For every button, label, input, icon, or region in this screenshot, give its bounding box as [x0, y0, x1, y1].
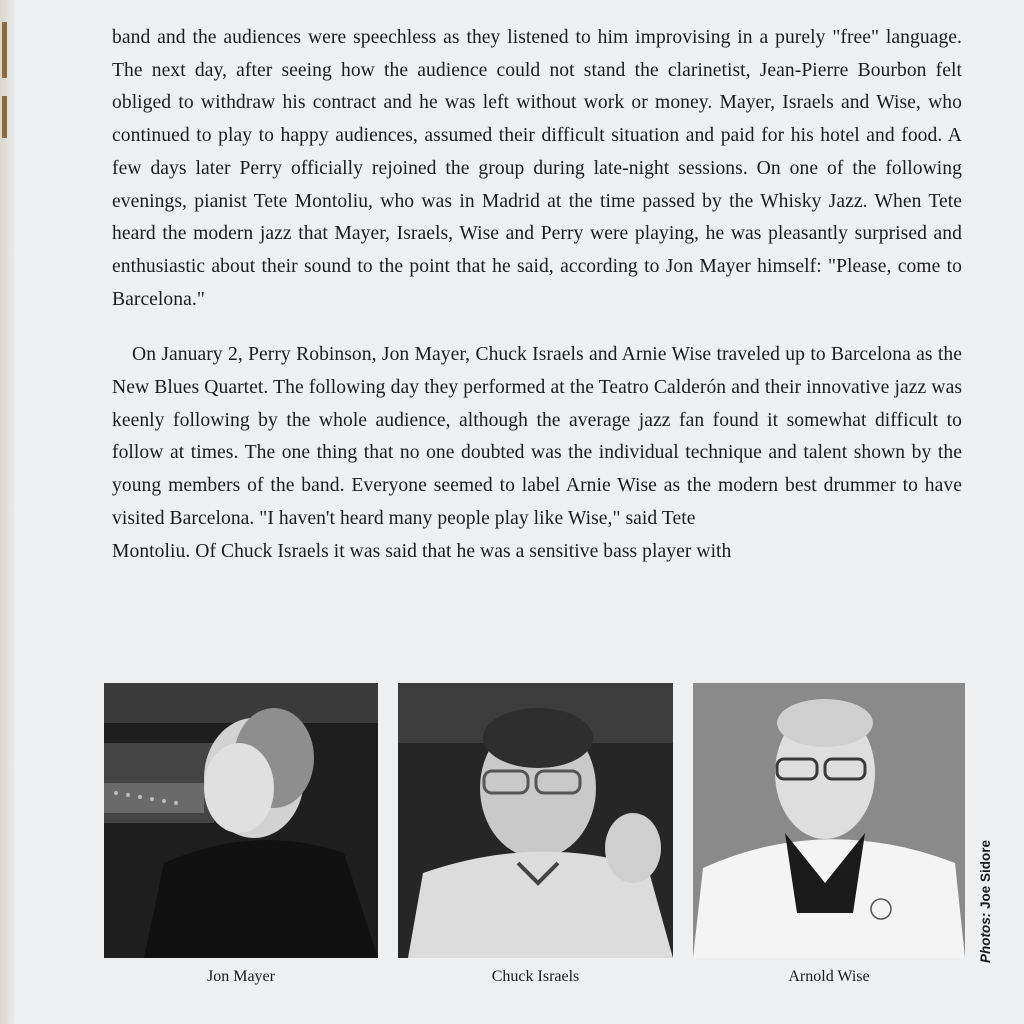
paragraph-1: band and the audiences were speechless as they listened to him improvising in a purely "free" language. The next day, after seeing how the audience could not stand the clarinetist, Jean-Pierre Bourbon felt obliged to withdraw his contract and he was left without work or money. Mayer, Israels and Wise, who continued to play to happy audiences, assumed their difficult situation and paid for his hotel and food. A few days later Perry officially rejoined the group during late-night sessions. On one of the following evenings, pianist Tete Montoliu, who was in Madrid at the time passed by the Whisky Jazz. When Tete heard the modern jazz that Mayer, Israels, Wise and Perry were playing, he was pleasantly surprised and enthusiastic about their sound to the point that he said, according to Jon Mayer himself: "Please, come to Barcelona."	[112, 27, 962, 310]
edge-mark	[2, 22, 7, 78]
photo-jon-mayer	[104, 683, 378, 958]
portrait-image	[398, 683, 673, 958]
paragraph-2	[112, 339, 962, 568]
portrait-image	[693, 683, 965, 958]
article-text	[112, 22, 962, 568]
portrait-image	[104, 683, 378, 958]
photo-credit	[978, 840, 993, 963]
caption-jon-mayer: Jon Mayer	[207, 968, 275, 985]
caption-chuck-israels: Chuck Israels	[491, 968, 580, 985]
credit-label: Photos:	[978, 912, 993, 963]
photo-chuck-israels	[398, 683, 673, 958]
edge-mark	[2, 96, 7, 138]
credit-name: Joe Sidore	[978, 839, 993, 909]
page-edge	[0, 0, 14, 1024]
photo-arnold-wise	[693, 683, 965, 958]
caption-arnold-wise: Arnold Wise	[788, 968, 870, 985]
paragraph-2-last-line: Montoliu. Of Chuck Israels it was said that he was a sensitive bass player with	[112, 540, 732, 562]
paragraph-2-body: On January 2, Perry Robinson, Jon Mayer, Chuck Israels and Arnie Wise traveled up to Barcelona as the New Blues Quartet. The following day they performed at the Teatro Calderón and their innovative jazz was keenly following by the whole audience, although the average jazz fan found it somewhat difficult to follow at times. The one thing that no one doubted was the individual technique and talent shown by the young members of the band. Everyone seemed to label Arnie Wise as the modern best drummer to have visited Barcelona. "I haven't heard many people play like Wise," said Tete	[112, 344, 962, 529]
